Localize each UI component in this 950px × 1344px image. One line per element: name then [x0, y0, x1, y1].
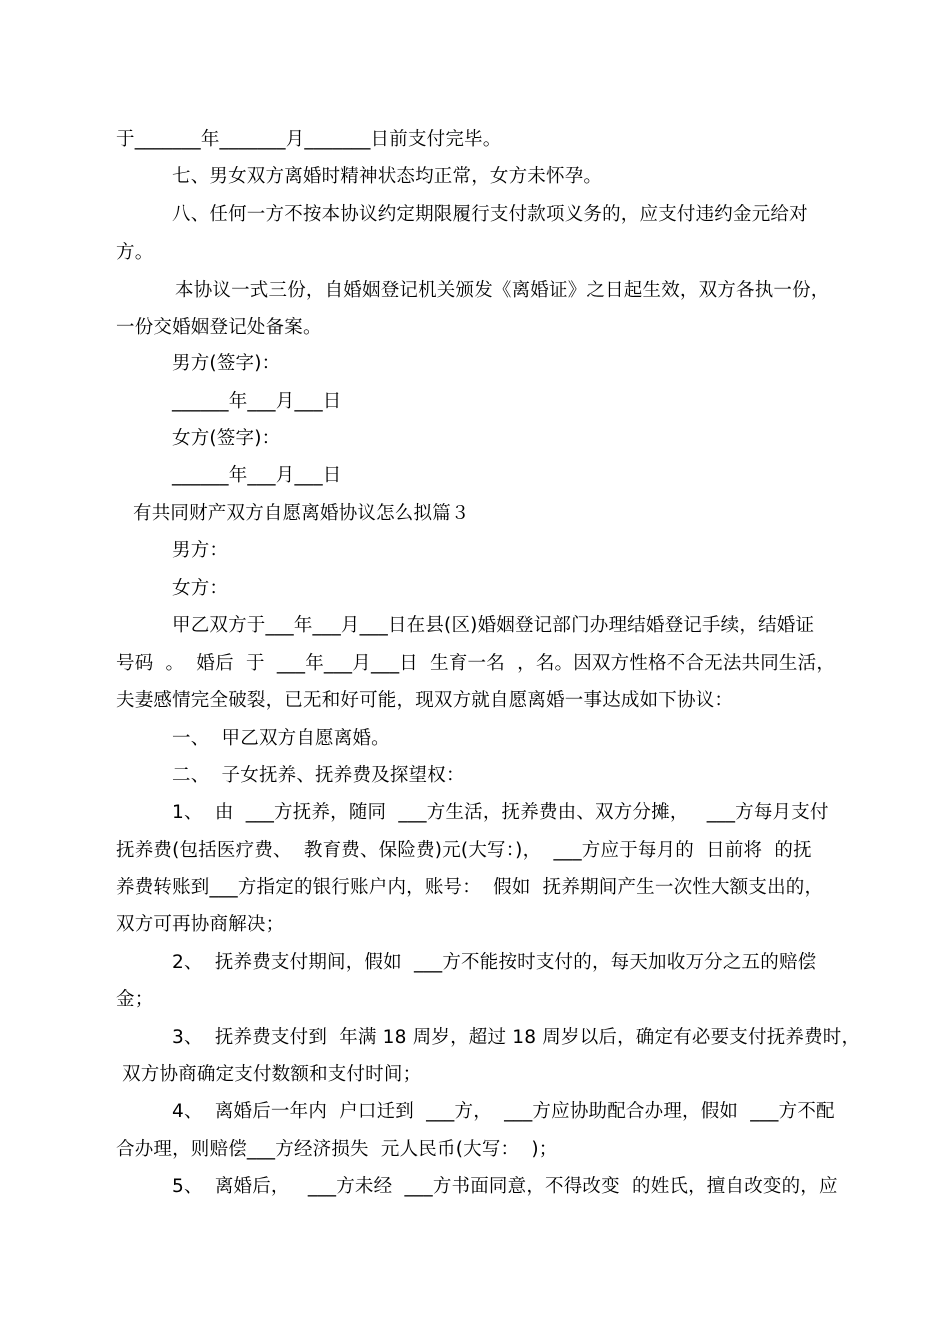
text-line: 抚养费(包括医疗费、 教育费、保险费)元(大写：)， ___方应于每月的 日前将 的抚: [116, 840, 812, 861]
text-line: 八、任何一方不按本协议约定期限履行支付款项义务的，应支付违约金元给对: [172, 204, 808, 225]
party-label-male: 男方：: [172, 540, 229, 561]
text-line: 双方可再协商解决；: [116, 914, 285, 935]
text-line: 5、 离婚后， ___方未经 ___方书面同意，不得改变 的姓氏，擅自改变的，应: [172, 1176, 838, 1197]
date-blank: ______年___月___日: [172, 391, 342, 412]
party-label-female: 女方：: [172, 578, 229, 599]
clause-item: 一、 甲乙双方自愿离婚。: [172, 728, 390, 749]
text-line: 2、 抚养费支付期间，假如 ___方不能按时支付的，每天加收万分之五的赔偿: [172, 952, 817, 973]
clause-item: 二、 子女抚养、抚养费及探望权：: [172, 765, 465, 786]
text-line: 本协议一式三份，自婚姻登记机关颁发《离婚证》之日起生效，双方各执一份，: [175, 280, 830, 301]
text-line: 3、 抚养费支付到 年满 18 周岁，超过 18 周岁以后，确定有必要支付抚养费时，: [172, 1027, 861, 1048]
text-line: 合办理，则赔偿___方经济损失 元人民币(大写： )；: [116, 1139, 558, 1160]
text-line: 一份交婚姻登记处备案。: [116, 317, 322, 338]
text-line: 双方协商确定支付数额和支付时间；: [116, 1064, 422, 1085]
text-line: 1、 由 ___方抚养，随同 ___方生活，抚养费由、双方分摊， ___方每月支付: [172, 802, 829, 823]
text-line: 夫妻感情完全破裂，已无和好可能，现双方就自愿离婚一事达成如下协议：: [116, 690, 734, 711]
signature-label-male: 男方(签字)：: [172, 353, 281, 374]
text-line: 方。: [116, 242, 154, 263]
text-line: 甲乙双方于___年___月___日在县(区)婚姻登记部门办理结婚登记手续，结婚证: [172, 615, 815, 636]
text-line: 金；: [116, 989, 154, 1010]
text-line: 4、 离婚后一年内 户口迁到 ___方， ___方应协助配合办理，假如 ___方不配: [172, 1101, 835, 1122]
text-line: 七、男女双方离婚时精神状态均正常，女方未怀孕。: [172, 166, 603, 187]
signature-label-female: 女方(签字)：: [172, 428, 281, 449]
text-line: 养费转账到___方指定的银行账户内，账号： 假如 抚养期间产生一次性大额支出的，: [116, 877, 824, 898]
text-line: 号码 。 婚后 于 ___年___月___日 生育一名 ，名。因双方性格不合无法共同生活，: [116, 653, 836, 674]
section-heading: 有共同财产双方自愿离婚协议怎么拟篇３: [133, 503, 470, 524]
text-line: 于_______年_______月_______日前支付完毕。: [116, 129, 502, 150]
date-blank: ______年___月___日: [172, 465, 342, 486]
